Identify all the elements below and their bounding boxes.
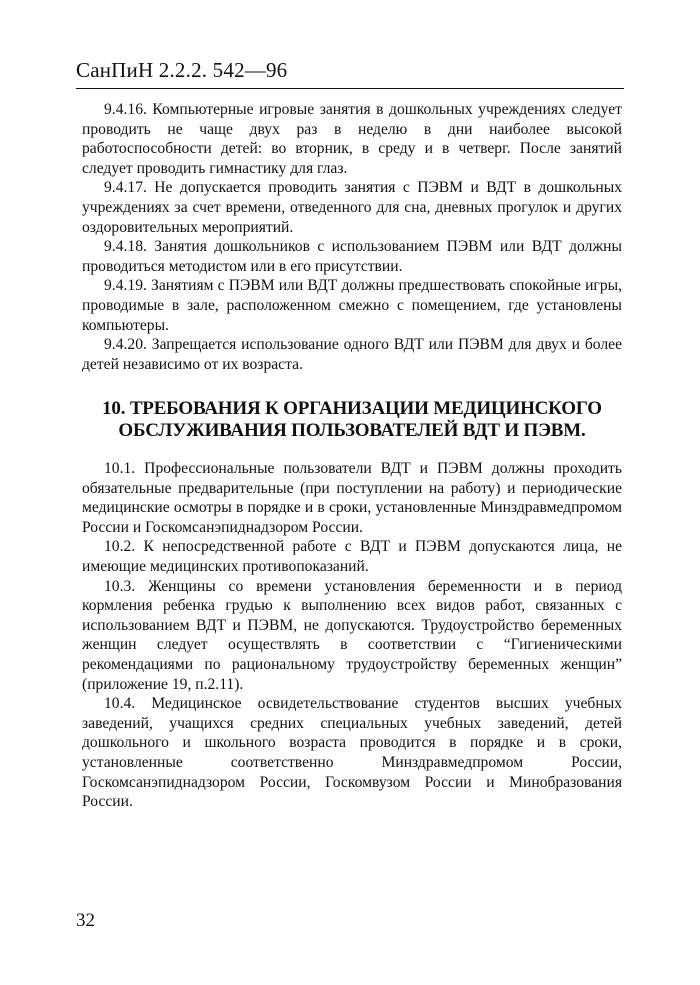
paragraph-9-4-17: 9.4.17. Не допускается проводить занятия с ПЭВМ и ВДТ в дошкольных учреждениях за счет времени, отведенного для сна, дневных прогулок и других оздоровительных мероприятий. xyxy=(82,179,622,236)
section-10-heading: 10. ТРЕБОВАНИЯ К ОРГАНИЗАЦИИ МЕДИЦИНСКОГО ОБСЛУЖИВАНИЯ ПОЛЬЗОВАТЕЛЕЙ ВДТ И ПЭВМ. xyxy=(102,398,602,441)
paragraph-10-1: 10.1. Профессиональные пользователи ВДТ и ПЭВМ должны проходить обязательные предварительные (при поступлении на работу) и периодические медицинские осмотры в порядке и в сроки, установленные Минздравмедпромом России и Госкомсанэпиднадзором России. xyxy=(82,460,622,536)
paragraph-9-4-19: 9.4.19. Занятиям с ПЭВМ или ВДТ должны предшествовать спокойные игры, проводимые в зале, расположенном смежно с помещением, где установлены компьютеры. xyxy=(82,277,622,334)
section-9-paragraphs xyxy=(82,100,622,374)
document-header: СанПиН 2.2.2. 542—96 xyxy=(76,58,288,82)
header-rule xyxy=(76,88,624,89)
paragraph-9-4-20: 9.4.20. Запрещается использование одного ВДТ или ПЭВМ для двух и более детей независимо от их возраста. xyxy=(82,336,622,373)
section-10-paragraphs xyxy=(82,459,622,812)
paragraph-10-4: 10.4. Медицинское освидетельствование студентов высших учебных заведений, учащихся средних специальных учебных заведений, детей дошкольного и школьного возраста проводится в порядке и в сроки, установленные соответственно Минздравмедпромом России, Госкомсанэпиднадзором России, Госкомвузом России и Минобразования России. xyxy=(82,695,622,811)
paragraph-9-4-16: 9.4.16. Компьютерные игровые занятия в дошкольных учреждениях следует проводить не чаще двух раз в неделю в дни наиболее высокой работоспособности детей: во вторник, в среду и в четверг. После занятий следует проводить гимнастику для глаз. xyxy=(82,101,622,177)
paragraph-10-3: 10.3. Женщины со времени установления беременности и в период кормления ребенка грудью к выполнению всех видов работ, связанных с использованием ВДТ и ПЭВМ, не допускаются. Трудоустройство беременных женщин следует осуществлять в соответствии с “Гигиеническими рекомендациями по рациональному трудоустройству беременных женщин” (приложение 19, п.2.11). xyxy=(82,577,622,693)
page-number: 32 xyxy=(76,910,95,931)
paragraph-9-4-18: 9.4.18. Занятия дошкольников с использованием ПЭВМ или ВДТ должны проводиться методистом или в его присутствии. xyxy=(82,238,622,275)
paragraph-10-2: 10.2. К непосредственной работе с ВДТ и ПЭВМ допускаются лица, не имеющие медицинских противопоказаний. xyxy=(82,538,622,575)
